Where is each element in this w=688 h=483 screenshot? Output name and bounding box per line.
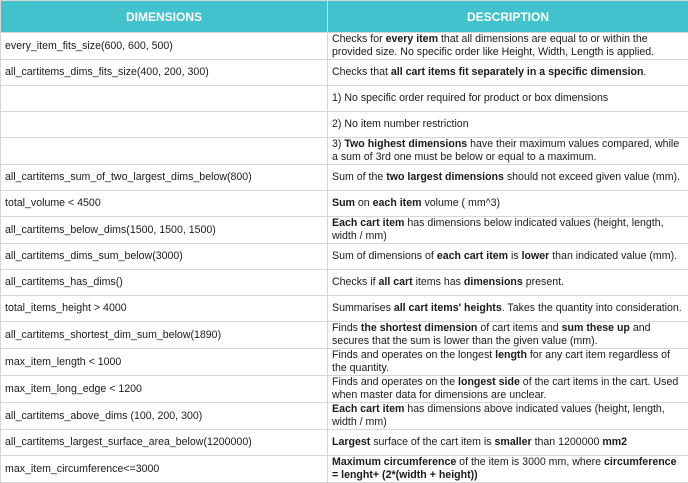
description-cell: Checks if all cart items has dimensions present. [328, 270, 688, 296]
dimension-cell: total_items_height > 4000 [1, 296, 328, 322]
table-row [1, 33, 688, 60]
header-description: DESCRIPTION [328, 1, 688, 33]
dimension-cell: max_item_length < 1000 [1, 349, 328, 376]
table-row [1, 138, 688, 165]
dimension-cell: all_cartitems_largest_surface_area_below(1200000) [1, 430, 328, 456]
dimension-cell: all_cartitems_below_dims(1500, 1500, 1500) [1, 217, 328, 244]
dimension-cell: all_cartitems_sum_of_two_largest_dims_below(800) [1, 165, 328, 191]
table-row [1, 296, 688, 322]
description-cell: Sum on each item volume ( mm^3) [328, 191, 688, 217]
description-cell: Largest surface of the cart item is smaller than 1200000 mm2 [328, 430, 688, 456]
description-cell: 3) Two highest dimensions have their maximum values compared, while a sum of 3rd one must be below or equal to a maximum. [328, 138, 688, 165]
description-cell: Sum of the two largest dimensions should not exceed given value (mm). [328, 165, 688, 191]
description-cell: Summarises all cart items' heights. Takes the quantity into consideration. [328, 296, 688, 322]
table-row [1, 191, 688, 217]
table-row [1, 86, 688, 112]
dimension-cell: all_cartitems_has_dims() [1, 270, 328, 296]
description-cell: Finds and operates on the longest side of the cart items in the cart. Used when master data for dimensions are unclear. [328, 376, 688, 403]
table-row [1, 244, 688, 270]
dimension-cell: max_item_circumference<=3000 [1, 456, 328, 483]
table-row [1, 60, 688, 86]
description-cell: Finds and operates on the longest length for any cart item regardless of the quantity. [328, 349, 688, 376]
table-row [1, 430, 688, 456]
description-cell: 1) No specific order required for product or box dimensions [328, 86, 688, 112]
dimension-cell: total_volume < 4500 [1, 191, 328, 217]
table-row [1, 376, 688, 403]
dimension-cell: all_cartitems_dims_sum_below(3000) [1, 244, 328, 270]
description-cell: Checks that all cart items fit separately in a specific dimension. [328, 60, 688, 86]
dimension-cell [1, 112, 328, 138]
description-cell: 2) No item number restriction [328, 112, 688, 138]
dimension-cell [1, 138, 328, 165]
description-cell: Finds the shortest dimension of cart items and sum these up and secures that the sum is lower than the given value (mm). [328, 322, 688, 349]
table-row [1, 322, 688, 349]
table-row [1, 403, 688, 430]
header-dimensions: DIMENSIONS [1, 1, 328, 33]
table-row [1, 456, 688, 483]
table-row [1, 112, 688, 138]
table-row [1, 217, 688, 244]
dimension-cell [1, 86, 328, 112]
description-cell: Each cart item has dimensions below indicated values (height, length, width / mm) [328, 217, 688, 244]
header-row [1, 1, 688, 33]
dimension-cell: all_cartitems_shortest_dim_sum_below(1890) [1, 322, 328, 349]
description-cell: Sum of dimensions of each cart item is lower than indicated value (mm). [328, 244, 688, 270]
description-cell: Maximum circumference of the item is 3000 mm, where circumference = lenght+ (2*(width + height)) [328, 456, 688, 483]
table-row [1, 270, 688, 296]
table-row [1, 349, 688, 376]
table-body [1, 33, 688, 483]
table-row [1, 165, 688, 191]
dimension-cell: all_cartitems_dims_fits_size(400, 200, 300) [1, 60, 328, 86]
dimension-cell: all_cartitems_above_dims (100, 200, 300) [1, 403, 328, 430]
dimension-cell: every_item_fits_size(600, 600, 500) [1, 33, 328, 60]
dimension-cell: max_item_long_edge < 1200 [1, 376, 328, 403]
description-cell: Checks for every item that all dimensions are equal to or within the provided size. No specific order like Height, Width, Length is applied. [328, 33, 688, 60]
description-cell: Each cart item has dimensions above indicated values (height, length, width / mm) [328, 403, 688, 430]
